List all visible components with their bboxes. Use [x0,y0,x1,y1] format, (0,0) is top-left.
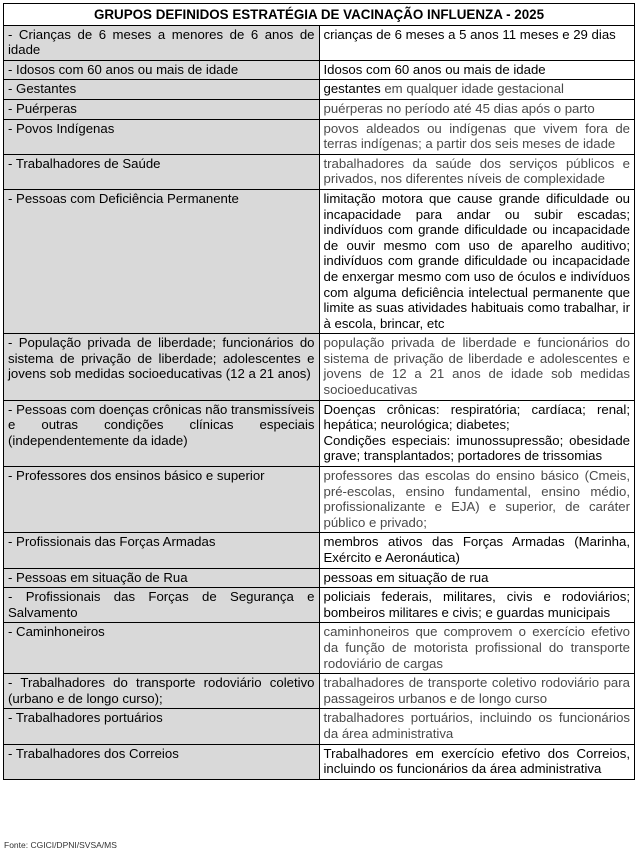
description-text: pessoas em situação de rua [323,569,489,585]
description-text: Idosos com 60 anos ou mais de idade [323,61,546,77]
group-cell: - Caminhoneiros [4,623,320,674]
description-text: trabalhadores da saúde dos serviços públicos e privados, nos diferentes níveis de complexidade [323,155,630,187]
table-row [4,467,635,533]
group-cell: - Profissionais das Forças de Segurança e Salvamento [4,588,320,623]
group-cell: - Profissionais das Forças Armadas [4,533,320,568]
group-cell: - Puérperas [4,99,320,119]
description-cell [319,623,635,674]
description-cell [319,189,635,333]
description-text: população privada de liberdade e funcionários do sistema de privação de liberdade e adolescentes e jovens de 12 a 21 anos de idade sob medidas socioeducativas [323,335,630,398]
group-cell: - Povos Indígenas [4,119,320,154]
description-cell [319,334,635,400]
table-row [4,25,635,60]
description-cell [319,99,635,119]
description-text: Condições especiais: imunossupressão; obesidade grave; transplantados; portadores de trissomias [323,432,630,464]
group-cell: - População privada de liberdade; funcionários do sistema de privação de liberdade; adolescentes e jovens sob medidas socioeducativas (12 a 21 anos) [4,334,320,400]
description-text: membros ativos das Forças Armadas (Marinha, Exército e Aeronáutica) [323,534,630,565]
description-cell [319,467,635,533]
description-text: Doenças crônicas: respiratória; cardíaca; renal; hepática; neurológica; diabetes; [323,401,630,433]
source-note: Fonte: CGICI/DPNI/SVSA/MS [4,840,117,850]
description-text: limitação motora que cause grande dificuldade ou incapacidade para andar ou subir escadas; indivíduos com grande dificuldade ou incapacidade de ouvir mesmo com uso de aparelho auditivo; indivíduos com grande dificuldade ou incapacidade de enxergar mesmo com uso de óculos e indivíduos com alguma deficiência intelectual permanente que limite as suas atividades habituais como trabalhar, ir à escola, brincar, etc [323,190,630,331]
group-cell: - Pessoas com doenças crônicas não transmissíveis e outras condições clínicas especiais (independentemente da idade) [4,400,320,466]
description-text: professores das escolas do ensino básico (Cmeis, pré-escolas, ensino fundamental, ensino médio, profissionalizante e EJA) e superior, de caráter público e privado; [323,468,630,530]
description-cell [319,674,635,709]
description-cell [319,588,635,623]
table-title: GRUPOS DEFINIDOS ESTRATÉGIA DE VACINAÇÃO INFLUENZA - 2025 [4,4,635,26]
table-row [4,674,635,709]
description-text: policiais federais, militares, civis e rodoviários; bombeiros militares e civis; e guardas municipais [323,589,630,620]
table-row [4,80,635,100]
description-cell [319,119,635,154]
description-cell [319,744,635,779]
table-row [4,60,635,80]
group-cell: - Trabalhadores do transporte rodoviário coletivo (urbano e de longo curso); [4,674,320,709]
description-cell [319,709,635,744]
table-row [4,709,635,744]
table-row [4,119,635,154]
group-cell: - Trabalhadores dos Correios [4,744,320,779]
table-row [4,588,635,623]
description-text: caminhoneiros que comprovem o exercício efetivo da função de motorista profissional do transporte rodoviário de cargas [323,624,630,671]
description-text: trabalhadores portuários, incluindo os funcionários da área administrativa [323,710,630,741]
group-cell: - Gestantes [4,80,320,100]
group-cell: - Idosos com 60 anos ou mais de idade [4,60,320,80]
table-row [4,623,635,674]
description-text: crianças de 6 meses a 5 anos 11 meses e 29 dias [323,26,616,42]
description-cell [319,400,635,466]
description-text: gestantes [323,81,381,97]
vaccination-groups-table [3,3,635,780]
description-cell [319,25,635,60]
table-row [4,154,635,189]
table-row [4,744,635,779]
table-row [4,99,635,119]
group-cell: - Trabalhadores de Saúde [4,154,320,189]
table-header-row [4,4,635,26]
description-text: em qualquer idade gestacional [380,81,564,97]
description-text: trabalhadores de transporte coletivo rodoviário para passageiros urbanos e de longo curso [323,675,630,706]
group-cell: - Professores dos ensinos básico e superior [4,467,320,533]
group-cell: - Pessoas com Deficiência Permanente [4,189,320,333]
description-cell [319,568,635,588]
description-text: Trabalhadores em exercício efetivo dos Correios, incluindo os funcionários da área administrativa [323,745,630,777]
table-row [4,334,635,400]
description-cell [319,60,635,80]
table-row [4,400,635,466]
description-text: puérperas no período até 45 dias após o parto [323,100,595,116]
group-cell: - Pessoas em situação de Rua [4,568,320,588]
description-cell [319,533,635,568]
group-cell: - Trabalhadores portuários [4,709,320,744]
table-row [4,533,635,568]
table-row [4,189,635,333]
group-cell: - Crianças de 6 meses a menores de 6 anos de idade [4,25,320,60]
description-cell [319,154,635,189]
table-row [4,568,635,588]
description-cell [319,80,635,100]
description-text: povos aldeados ou indígenas que vivem fora de terras indígenas; a partir dos seis meses de idade [323,120,630,152]
